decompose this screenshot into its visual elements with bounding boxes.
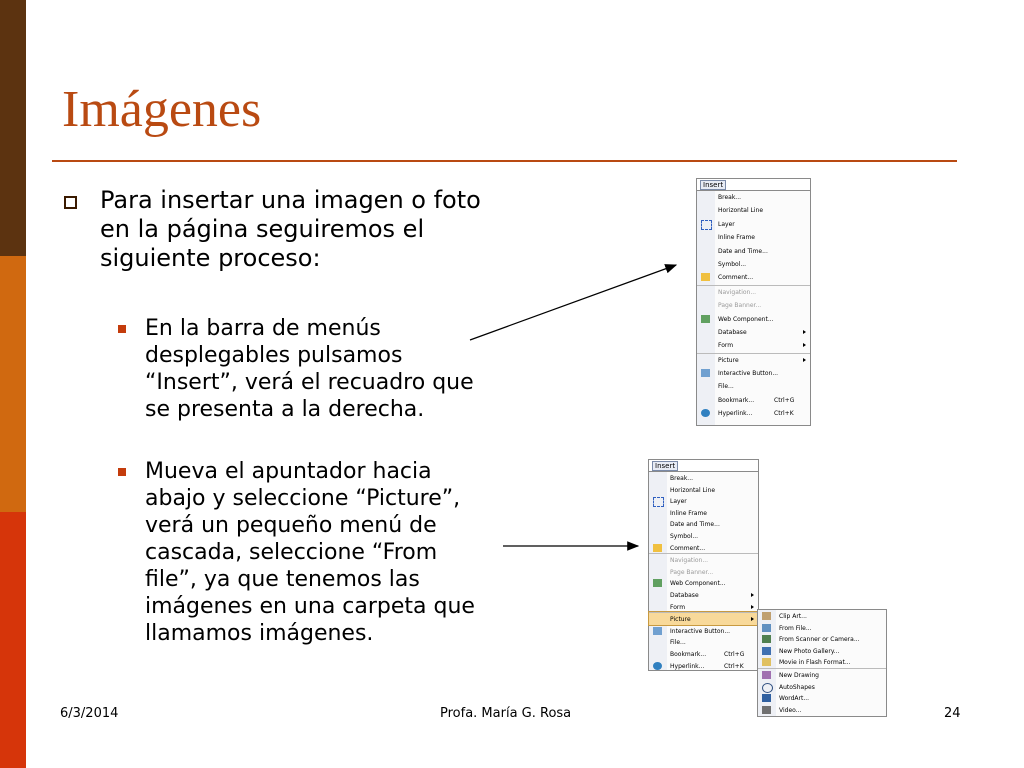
- menu-item-form[interactable]: Form: [697, 339, 810, 352]
- insert-menu-screenshot-1: [696, 178, 811, 426]
- menu-item-layer[interactable]: Layer: [649, 495, 758, 507]
- menu-item-web-component[interactable]: Web Component...: [649, 577, 758, 589]
- hyperlink-icon: [653, 662, 662, 670]
- submenu-item-wordart[interactable]: WordArt...: [758, 692, 886, 704]
- hyperlink-icon: [701, 409, 710, 417]
- submenu-item-clip-art[interactable]: Clip Art...: [758, 610, 886, 622]
- menu-item-database[interactable]: Database: [649, 589, 758, 601]
- menu-item-interactive-button[interactable]: Interactive Button...: [697, 367, 810, 380]
- layer-icon: [701, 220, 712, 230]
- menu-item-page-banner: Page Banner...: [718, 302, 762, 310]
- footer-author: Profa. María G. Rosa: [440, 706, 572, 721]
- button-icon: [653, 627, 662, 635]
- picture-submenu: [757, 609, 887, 717]
- menu-item-date-and-time[interactable]: Date and Time...: [718, 247, 768, 255]
- menu-item-navigation: Navigation...: [697, 285, 810, 299]
- sub-bullet-1: En la barra de menús desplegables pulsamos “Insert”, verá el recuadro que se presenta a la derecha.: [145, 316, 474, 422]
- autoshapes-icon: [762, 683, 773, 693]
- menu-item-navigation: Navigation...: [649, 553, 758, 566]
- menu-item-picture-highlighted[interactable]: Picture: [649, 612, 758, 625]
- footer-page-number: 24: [944, 706, 961, 721]
- layer-icon: [653, 497, 664, 507]
- menu-item-comment[interactable]: Comment...: [697, 271, 810, 284]
- submenu-item-new-photo-gallery[interactable]: New Photo Gallery...: [758, 645, 886, 657]
- menu-item-horizontal-line[interactable]: Horizontal Line: [718, 207, 764, 215]
- comment-icon: [653, 544, 662, 552]
- menu-item-bookmark[interactable]: Bookmark... Ctrl+G: [718, 396, 795, 404]
- menu-item-file[interactable]: File...: [670, 639, 686, 647]
- submenu-item-autoshapes[interactable]: AutoShapes: [758, 681, 886, 693]
- menu-item-inline-frame[interactable]: Inline Frame: [718, 234, 756, 242]
- submenu-item-from-scanner[interactable]: From Scanner or Camera...: [758, 633, 886, 645]
- submenu-item-video[interactable]: Video...: [758, 704, 886, 716]
- menu-item-form[interactable]: Form: [649, 601, 758, 613]
- menu-item-web-component[interactable]: Web Component...: [697, 313, 810, 326]
- picture-file-icon: [762, 624, 771, 632]
- drawing-icon: [762, 671, 771, 679]
- menu-item-date-and-time[interactable]: Date and Time...: [670, 521, 720, 529]
- menu-item-layer[interactable]: Layer: [697, 218, 810, 231]
- insert-menu-header[interactable]: Insert: [652, 461, 678, 471]
- menu-item-hyperlink[interactable]: Hyperlink... Ctrl+K: [697, 407, 810, 420]
- menu-item-page-banner: Page Banner...: [670, 568, 714, 576]
- insert-menu-header[interactable]: Insert: [700, 180, 726, 190]
- submenu-item-from-file[interactable]: From File...: [758, 622, 886, 634]
- menu-item-break[interactable]: Break...: [718, 194, 742, 201]
- submenu-arrow-icon: [751, 605, 754, 609]
- menu-item-database[interactable]: Database: [697, 326, 810, 339]
- menu-item-bookmark[interactable]: Bookmark... Ctrl+G: [670, 650, 745, 658]
- submenu-arrow-icon: [751, 617, 754, 621]
- submenu-item-movie-flash[interactable]: Movie in Flash Format...: [758, 656, 886, 668]
- menu-item-hyperlink[interactable]: Hyperlink... Ctrl+K: [649, 660, 758, 672]
- menu-item-picture[interactable]: Picture: [697, 353, 810, 367]
- web-component-icon: [653, 579, 662, 587]
- sub-bullet-2: Mueva el apuntador hacia abajo y seleccione “Picture”, verá un pequeño menú de cascada, seleccione “From file”, ya que tenemos las imágenes en una carpeta que llamamos imágenes.: [145, 459, 475, 646]
- web-component-icon: [701, 315, 710, 323]
- slide-title: Imágenes: [62, 81, 262, 138]
- menu-item-symbol[interactable]: Symbol...: [670, 532, 699, 540]
- menu-item-interactive-button[interactable]: Interactive Button...: [649, 625, 758, 637]
- comment-icon: [701, 273, 710, 281]
- menu-item-file[interactable]: File...: [718, 383, 734, 391]
- submenu-item-new-drawing[interactable]: New Drawing: [758, 668, 886, 681]
- video-icon: [762, 706, 771, 714]
- submenu-arrow-icon: [803, 358, 806, 362]
- submenu-arrow-icon: [751, 593, 754, 597]
- menu-item-horizontal-line[interactable]: Horizontal Line: [670, 486, 716, 494]
- flash-movie-icon: [762, 658, 771, 666]
- menu-item-symbol[interactable]: Symbol...: [718, 260, 747, 268]
- wordart-icon: [762, 694, 771, 702]
- insert-menu-screenshot-2: [648, 459, 759, 671]
- photo-gallery-icon: [762, 647, 771, 655]
- menu-item-comment[interactable]: Comment...: [649, 542, 758, 554]
- footer-date: 6/3/2014: [60, 706, 119, 721]
- menu-item-inline-frame[interactable]: Inline Frame: [670, 509, 708, 517]
- submenu-arrow-icon: [803, 343, 806, 347]
- scanner-icon: [762, 635, 771, 643]
- clip-art-icon: [762, 612, 771, 620]
- arrow-to-insert-menu: [470, 265, 676, 340]
- submenu-arrow-icon: [803, 330, 806, 334]
- bullet-main: Para insertar una imagen o foto en la página seguiremos el siguiente proceso:: [100, 186, 481, 272]
- menu-item-break[interactable]: Break...: [670, 475, 694, 482]
- button-icon: [701, 369, 710, 377]
